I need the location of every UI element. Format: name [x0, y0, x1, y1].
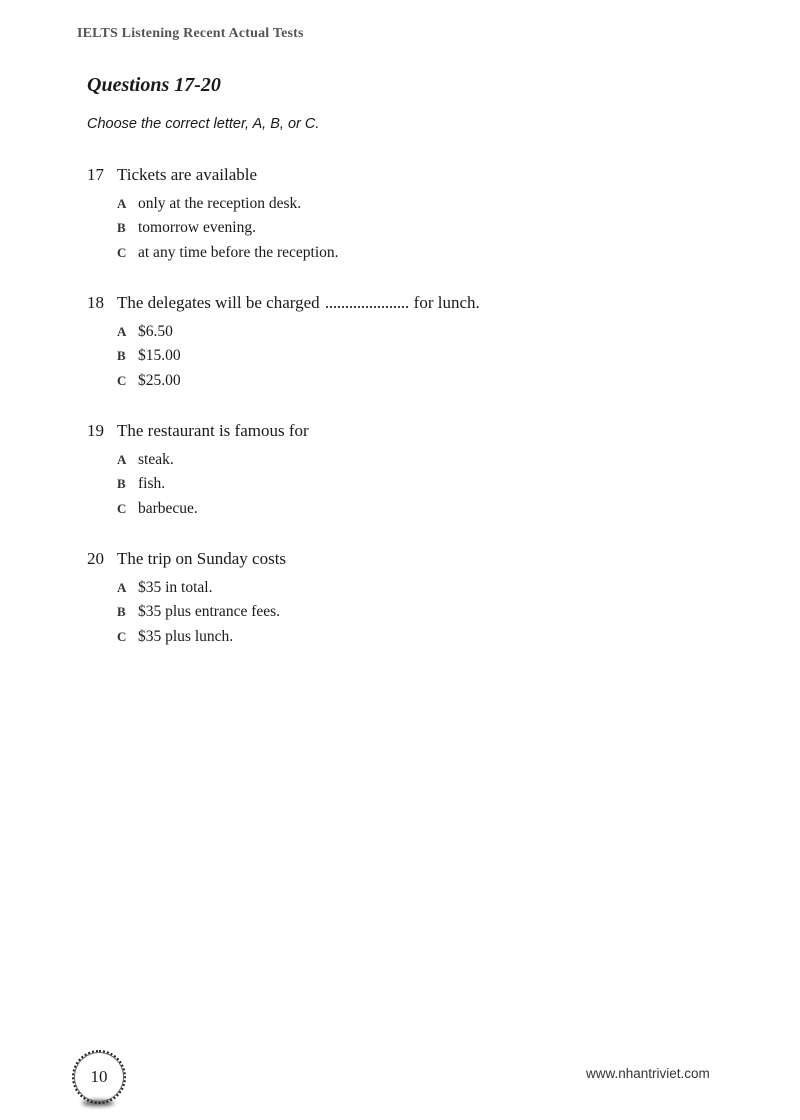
option-letter: A: [117, 324, 127, 339]
question-18: [87, 293, 480, 313]
answer-blank: [326, 296, 408, 308]
option: [117, 323, 173, 341]
question-text: The restaurant is famous for: [117, 421, 309, 440]
option: [117, 219, 256, 237]
option-text: steak.: [138, 451, 174, 468]
option-letter: B: [117, 476, 126, 491]
option-letter: A: [117, 452, 127, 467]
option-text: $6.50: [138, 323, 173, 340]
option-letter: C: [117, 501, 127, 516]
page-number-badge: [72, 1050, 126, 1104]
question-text-after: for lunch.: [413, 293, 480, 312]
question-20: [87, 549, 286, 569]
option-text: only at the reception desk.: [138, 195, 302, 212]
question-text: Tickets are available: [117, 165, 258, 184]
question-text: The delegates will be charged: [117, 293, 320, 312]
question-19: [87, 421, 309, 441]
option-text: $15.00: [138, 347, 181, 364]
option: [117, 500, 198, 518]
option: [117, 372, 181, 390]
option-letter: C: [117, 373, 127, 388]
page-number: 10: [90, 1067, 108, 1086]
option-text: $35 plus lunch.: [138, 628, 234, 645]
section-title: Questions 17-20: [87, 74, 221, 96]
option-text: tomorrow evening.: [138, 219, 256, 236]
option-text: $35 plus entrance fees.: [138, 603, 281, 620]
option-letter: C: [117, 629, 127, 644]
question-number: 17: [87, 165, 104, 184]
option-text: barbecue.: [138, 500, 198, 517]
option-letter: B: [117, 604, 126, 619]
question-17: [87, 165, 257, 185]
question-number: 19: [87, 421, 104, 440]
option-text: $35 in total.: [138, 579, 213, 596]
running-header: IELTS Listening Recent Actual Tests: [77, 26, 304, 41]
option-letter: C: [117, 245, 127, 260]
option-text: fish.: [138, 475, 166, 492]
option-text: $25.00: [138, 372, 181, 389]
question-text: The trip on Sunday costs: [117, 549, 287, 568]
option: [117, 451, 174, 469]
option: [117, 347, 181, 365]
option-letter: B: [117, 220, 126, 235]
option-text: at any time before the reception.: [138, 244, 339, 261]
question-number: 20: [87, 549, 104, 568]
option: [117, 195, 301, 213]
footer-url: www.nhantriviet.com: [586, 1066, 710, 1081]
option: [117, 603, 280, 621]
option-letter: A: [117, 580, 127, 595]
option-letter: A: [117, 196, 127, 211]
instruction: Choose the correct letter, A, B, or C.: [87, 116, 320, 132]
option-letter: B: [117, 348, 126, 363]
question-number: 18: [87, 293, 104, 312]
option: [117, 628, 233, 646]
option: [117, 475, 165, 493]
option: [117, 579, 212, 597]
option: [117, 244, 339, 262]
